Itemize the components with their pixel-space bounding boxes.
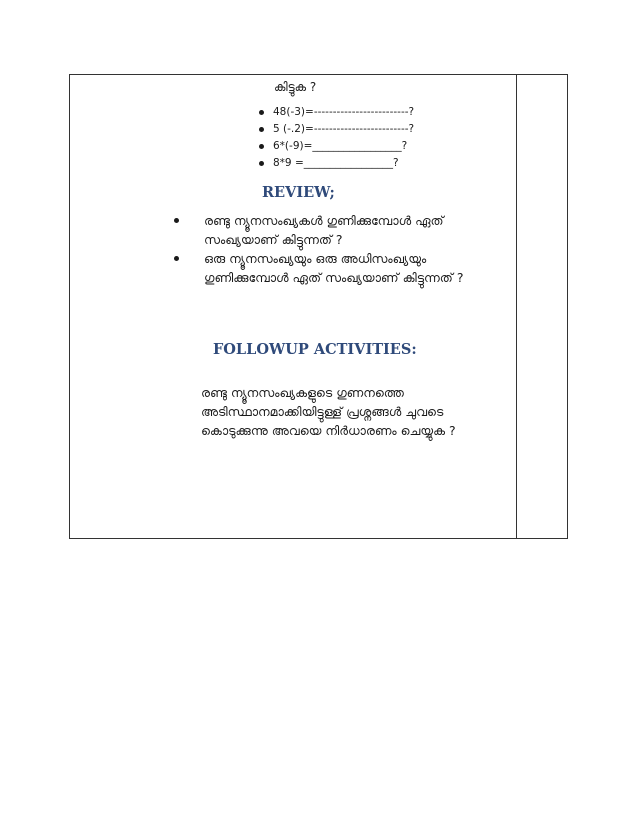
review-heading: REVIEW;: [262, 184, 335, 201]
review-question-line: ഗുണിക്കുമ്പോൾ ഏത് സംഖ്യയാണ് കിട്ടുന്നത് ?: [204, 270, 464, 285]
followup-line: രണ്ടു ന്യൂനസംഖ്യകളുടെ ഗുണനത്തെ: [201, 385, 404, 400]
calculation-item: 5 (-.2)=-------------------------?: [259, 121, 414, 138]
calculation-item: 8*9 =_________________?: [259, 155, 414, 172]
review-question-list: [174, 211, 463, 287]
review-question-line: രണ്ടു ന്യൂനസംഖ്യകൾ ഗുണിക്കുമ്പോൾ ഏത്: [204, 213, 444, 228]
calculation-list: [259, 104, 414, 172]
followup-line: അടിസ്ഥാനമാക്കിയിട്ടുള്ള് പ്രശ്നങ്ങൾ ചുവടെ: [201, 404, 444, 419]
followup-heading: FOLLOWUP ACTIVITIES:: [213, 341, 417, 358]
followup-paragraph: [201, 383, 456, 440]
table-column-divider: [516, 75, 517, 538]
review-question: [174, 211, 463, 249]
review-question-line: സംഖ്യയാണ് കിട്ടുന്നത് ?: [204, 232, 343, 247]
calculation-item: 6*(-9)=_________________?: [259, 138, 414, 155]
intro-text: കിട്ടുക ?: [274, 80, 317, 94]
lesson-table: [69, 74, 568, 539]
review-question: [174, 249, 463, 287]
followup-line: കൊടുക്കുന്നു അവയെ നിർധാരണം ചെയ്യുക ?: [201, 423, 456, 438]
review-question-line: ഒരു ന്യൂനസംഖ്യയും ഒരു അധിസംഖ്യയും: [204, 251, 427, 266]
calculation-item: 48(-3)=-------------------------?: [259, 104, 414, 121]
